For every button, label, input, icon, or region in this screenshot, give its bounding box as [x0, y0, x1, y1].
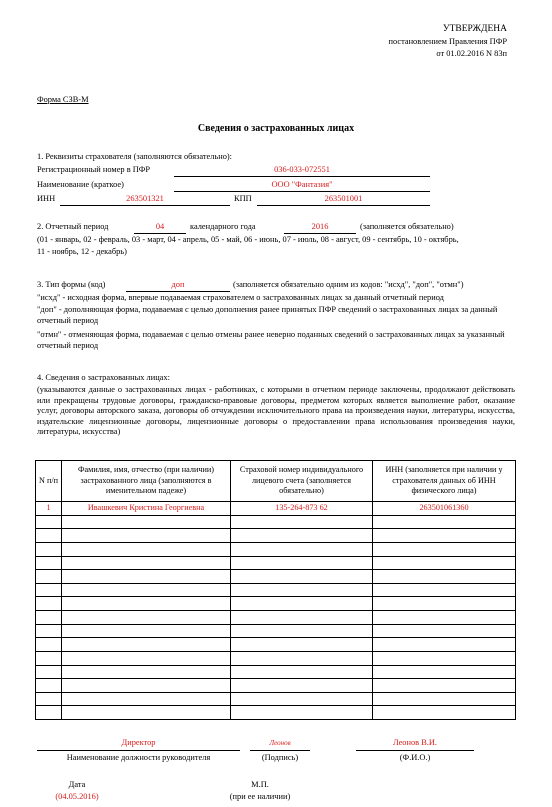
year-label: календарного года	[190, 222, 256, 231]
reg-number-label: Регистрационный номер в ПФР	[37, 165, 151, 174]
org-name-line	[174, 191, 430, 192]
table-row-empty	[36, 529, 516, 543]
row-number[interactable]: 1	[36, 502, 62, 516]
table-cell-empty[interactable]	[36, 542, 62, 556]
table-cell-empty[interactable]	[36, 556, 62, 570]
org-name-label: Наименование (краткое)	[37, 180, 124, 189]
table-row-empty	[36, 611, 516, 625]
position-line	[37, 750, 240, 751]
column-header-snils: Страховой номер индивидуального лицевого счета (заполняется обязательно)	[231, 461, 373, 502]
table-cell-empty[interactable]	[373, 515, 516, 529]
section4-heading: 4. Сведения о застрахованных лицах:	[37, 373, 170, 382]
table-cell-empty[interactable]	[62, 651, 231, 665]
table-cell-empty[interactable]	[36, 529, 62, 543]
table-cell-empty[interactable]	[36, 570, 62, 584]
table-cell-empty[interactable]	[62, 692, 231, 706]
table-row-empty	[36, 583, 516, 597]
table-row-empty	[36, 692, 516, 706]
section4-description: (указываются данные о застрахованных лицах - работниках, с которыми в отчетном периоде заключены, продолжают действовать или прекращены трудовые договоры, гражданско-правовые договоры, предметом которых является выполнение работ, оказание услуг, договоры авторского заказа, договоры об отчуждении исключительного права на произведения науки, литературы, искусства, издательские лицензионные договоры, лицензионные договоры о предоставлении права использования произведения науки, литературы, искусства)	[37, 385, 515, 436]
table-cell-empty[interactable]	[62, 542, 231, 556]
fio-label: (Ф.И.О.)	[399, 753, 431, 762]
table-row-empty	[36, 570, 516, 584]
form-type-dop: "доп" - дополняющая форма, подаваемая с целью дополнения ранее принятых ПФР сведений о застрахованных лицах за данный отчетный период	[37, 305, 498, 325]
table-row-empty	[36, 651, 516, 665]
table-cell-empty[interactable]	[231, 583, 373, 597]
table-row-empty	[36, 542, 516, 556]
table-cell-empty[interactable]	[231, 515, 373, 529]
table-cell-empty[interactable]	[231, 624, 373, 638]
table-cell-empty[interactable]	[62, 706, 231, 720]
table-cell-empty[interactable]	[36, 665, 62, 679]
date-value[interactable]: (04.05.2016)	[55, 792, 99, 801]
column-header-number: N п/п	[36, 461, 62, 502]
signature-line	[250, 750, 310, 751]
table-cell-empty[interactable]	[231, 529, 373, 543]
insured-inn[interactable]: 263501061360	[373, 502, 516, 516]
inn-line	[60, 205, 230, 206]
org-name-value[interactable]: ООО "Фантазия"	[271, 180, 333, 189]
table-cell-empty[interactable]	[36, 651, 62, 665]
table-cell-empty[interactable]	[373, 583, 516, 597]
table-row-empty	[36, 665, 516, 679]
table-cell-empty[interactable]	[231, 611, 373, 625]
date-label: Дата	[68, 780, 86, 789]
column-header-fio: Фамилия, имя, отчество (при наличии) застрахованного лица (заполняются в именительном падеже)	[62, 461, 231, 502]
table-cell-empty[interactable]	[373, 651, 516, 665]
table-cell-empty[interactable]	[373, 542, 516, 556]
table-cell-empty[interactable]	[231, 638, 373, 652]
table-row-empty	[36, 706, 516, 720]
table-body	[36, 502, 516, 720]
fio-line	[356, 750, 474, 751]
fio-value[interactable]: Леонов В.И.	[392, 738, 438, 747]
table-cell-empty[interactable]	[373, 665, 516, 679]
form-name: Форма СЗВ-М	[37, 95, 89, 104]
table-cell-empty[interactable]	[231, 556, 373, 570]
table-cell-empty[interactable]	[62, 597, 231, 611]
form-type-label: 3. Тип формы (код)	[37, 280, 106, 289]
table-cell-empty[interactable]	[62, 529, 231, 543]
table-cell-empty[interactable]	[231, 706, 373, 720]
table-cell-empty[interactable]	[36, 679, 62, 693]
column-header-inn: ИНН (заполняется при наличии у страхователя данных об ИНН физического лица)	[373, 461, 516, 502]
signature-value[interactable]: Леонов	[269, 739, 291, 747]
insured-fio[interactable]: Ивашкевич Кристина Георгиевна	[62, 502, 231, 516]
table-cell-empty[interactable]	[36, 583, 62, 597]
table-row	[36, 502, 516, 516]
approved-by: постановлением Правления ПФР	[388, 37, 507, 46]
table-cell-empty[interactable]	[231, 597, 373, 611]
table-cell-empty[interactable]	[373, 706, 516, 720]
table-cell-empty[interactable]	[231, 651, 373, 665]
table-cell-empty[interactable]	[36, 611, 62, 625]
table-cell-empty[interactable]	[373, 570, 516, 584]
document-title: Сведения о застрахованных лицах	[197, 123, 355, 134]
table-cell-empty[interactable]	[373, 638, 516, 652]
months-legend-1: (01 - январь, 02 - февраль, 03 - март, 04 - апрель, 05 - май, 06 - июнь, 07 - июль, 08 - август, 09 - сентябрь, 10 - октябрь,	[37, 235, 459, 244]
table-cell-empty[interactable]	[36, 515, 62, 529]
table-cell-empty[interactable]	[62, 583, 231, 597]
kpp-line	[257, 205, 430, 206]
table-cell-empty[interactable]	[36, 706, 62, 720]
kpp-label: КПП	[234, 194, 252, 203]
table-cell-empty[interactable]	[62, 624, 231, 638]
table-cell-empty[interactable]	[373, 692, 516, 706]
table-cell-empty[interactable]	[231, 692, 373, 706]
months-legend-2: 11 - ноябрь, 12 - декабрь)	[37, 247, 127, 256]
table-cell-empty[interactable]	[62, 665, 231, 679]
table-row-empty	[36, 515, 516, 529]
signature-label: (Подпись)	[261, 753, 299, 762]
stamp-note: (при ее наличии)	[229, 792, 291, 801]
table-cell-empty[interactable]	[231, 679, 373, 693]
kpp-value[interactable]: 263501001	[324, 194, 363, 203]
table-cell-empty[interactable]	[62, 638, 231, 652]
period-value[interactable]: 04	[155, 222, 165, 231]
position-label: Наименование должности руководителя	[66, 753, 211, 762]
table-cell-empty[interactable]	[373, 556, 516, 570]
period-line	[134, 233, 186, 234]
stamp-label: М.П.	[251, 780, 269, 789]
table-row-empty	[36, 624, 516, 638]
year-line	[284, 233, 356, 234]
table-cell-empty[interactable]	[373, 529, 516, 543]
inn-label: ИНН	[37, 194, 56, 203]
table-cell-empty[interactable]	[62, 570, 231, 584]
period-required-note: (заполняется обязательно)	[360, 222, 454, 231]
table-row-empty	[36, 597, 516, 611]
insured-snils[interactable]: 135-264-873 62	[231, 502, 373, 516]
table-cell-empty[interactable]	[36, 638, 62, 652]
table-cell-empty[interactable]	[36, 597, 62, 611]
table-cell-empty[interactable]	[231, 542, 373, 556]
table-row-empty	[36, 556, 516, 570]
form-type-value[interactable]: доп	[171, 280, 185, 289]
approved-date: от 01.02.2016 N 83п	[436, 49, 507, 58]
inn-value[interactable]: 263501321	[126, 194, 164, 203]
form-type-note: (заполняется обязательно одним из кодов: "исхд", "доп", "отмн")	[233, 280, 464, 289]
table-cell-empty[interactable]	[36, 692, 62, 706]
insured-persons-table	[35, 460, 516, 720]
table-cell-empty[interactable]	[231, 570, 373, 584]
form-type-otmn: "отмн" - отменяющая форма, подаваемая с целью отмены ранее неверно поданных сведений о застрахованных лицах за указанный отчетный период	[37, 330, 505, 350]
form-type-line	[126, 291, 230, 292]
form-type-ishd: "исхд" - исходная форма, впервые подаваемая страхователем о застрахованных лицах за данный отчетный период	[37, 293, 444, 302]
section1-heading: 1. Реквизиты страхователя (заполняются обязательно):	[37, 152, 233, 161]
reg-number-value[interactable]: 036-033-072551	[274, 165, 330, 174]
table-cell-empty[interactable]	[62, 515, 231, 529]
table-cell-empty[interactable]	[373, 611, 516, 625]
table-cell-empty[interactable]	[373, 624, 516, 638]
table-cell-empty[interactable]	[62, 679, 231, 693]
table-cell-empty[interactable]	[62, 556, 231, 570]
period-label: 2. Отчетный период	[37, 222, 109, 231]
table-cell-empty[interactable]	[373, 597, 516, 611]
reg-number-line	[174, 176, 430, 177]
table-cell-empty[interactable]	[36, 624, 62, 638]
year-value[interactable]: 2016	[311, 222, 329, 231]
table-cell-empty[interactable]	[62, 611, 231, 625]
position-value[interactable]: Директор	[121, 738, 156, 747]
table-cell-empty[interactable]	[231, 665, 373, 679]
table-cell-empty[interactable]	[373, 679, 516, 693]
approved-heading: УТВЕРЖДЕНА	[442, 24, 507, 34]
table-row-empty	[36, 679, 516, 693]
table-row-empty	[36, 638, 516, 652]
